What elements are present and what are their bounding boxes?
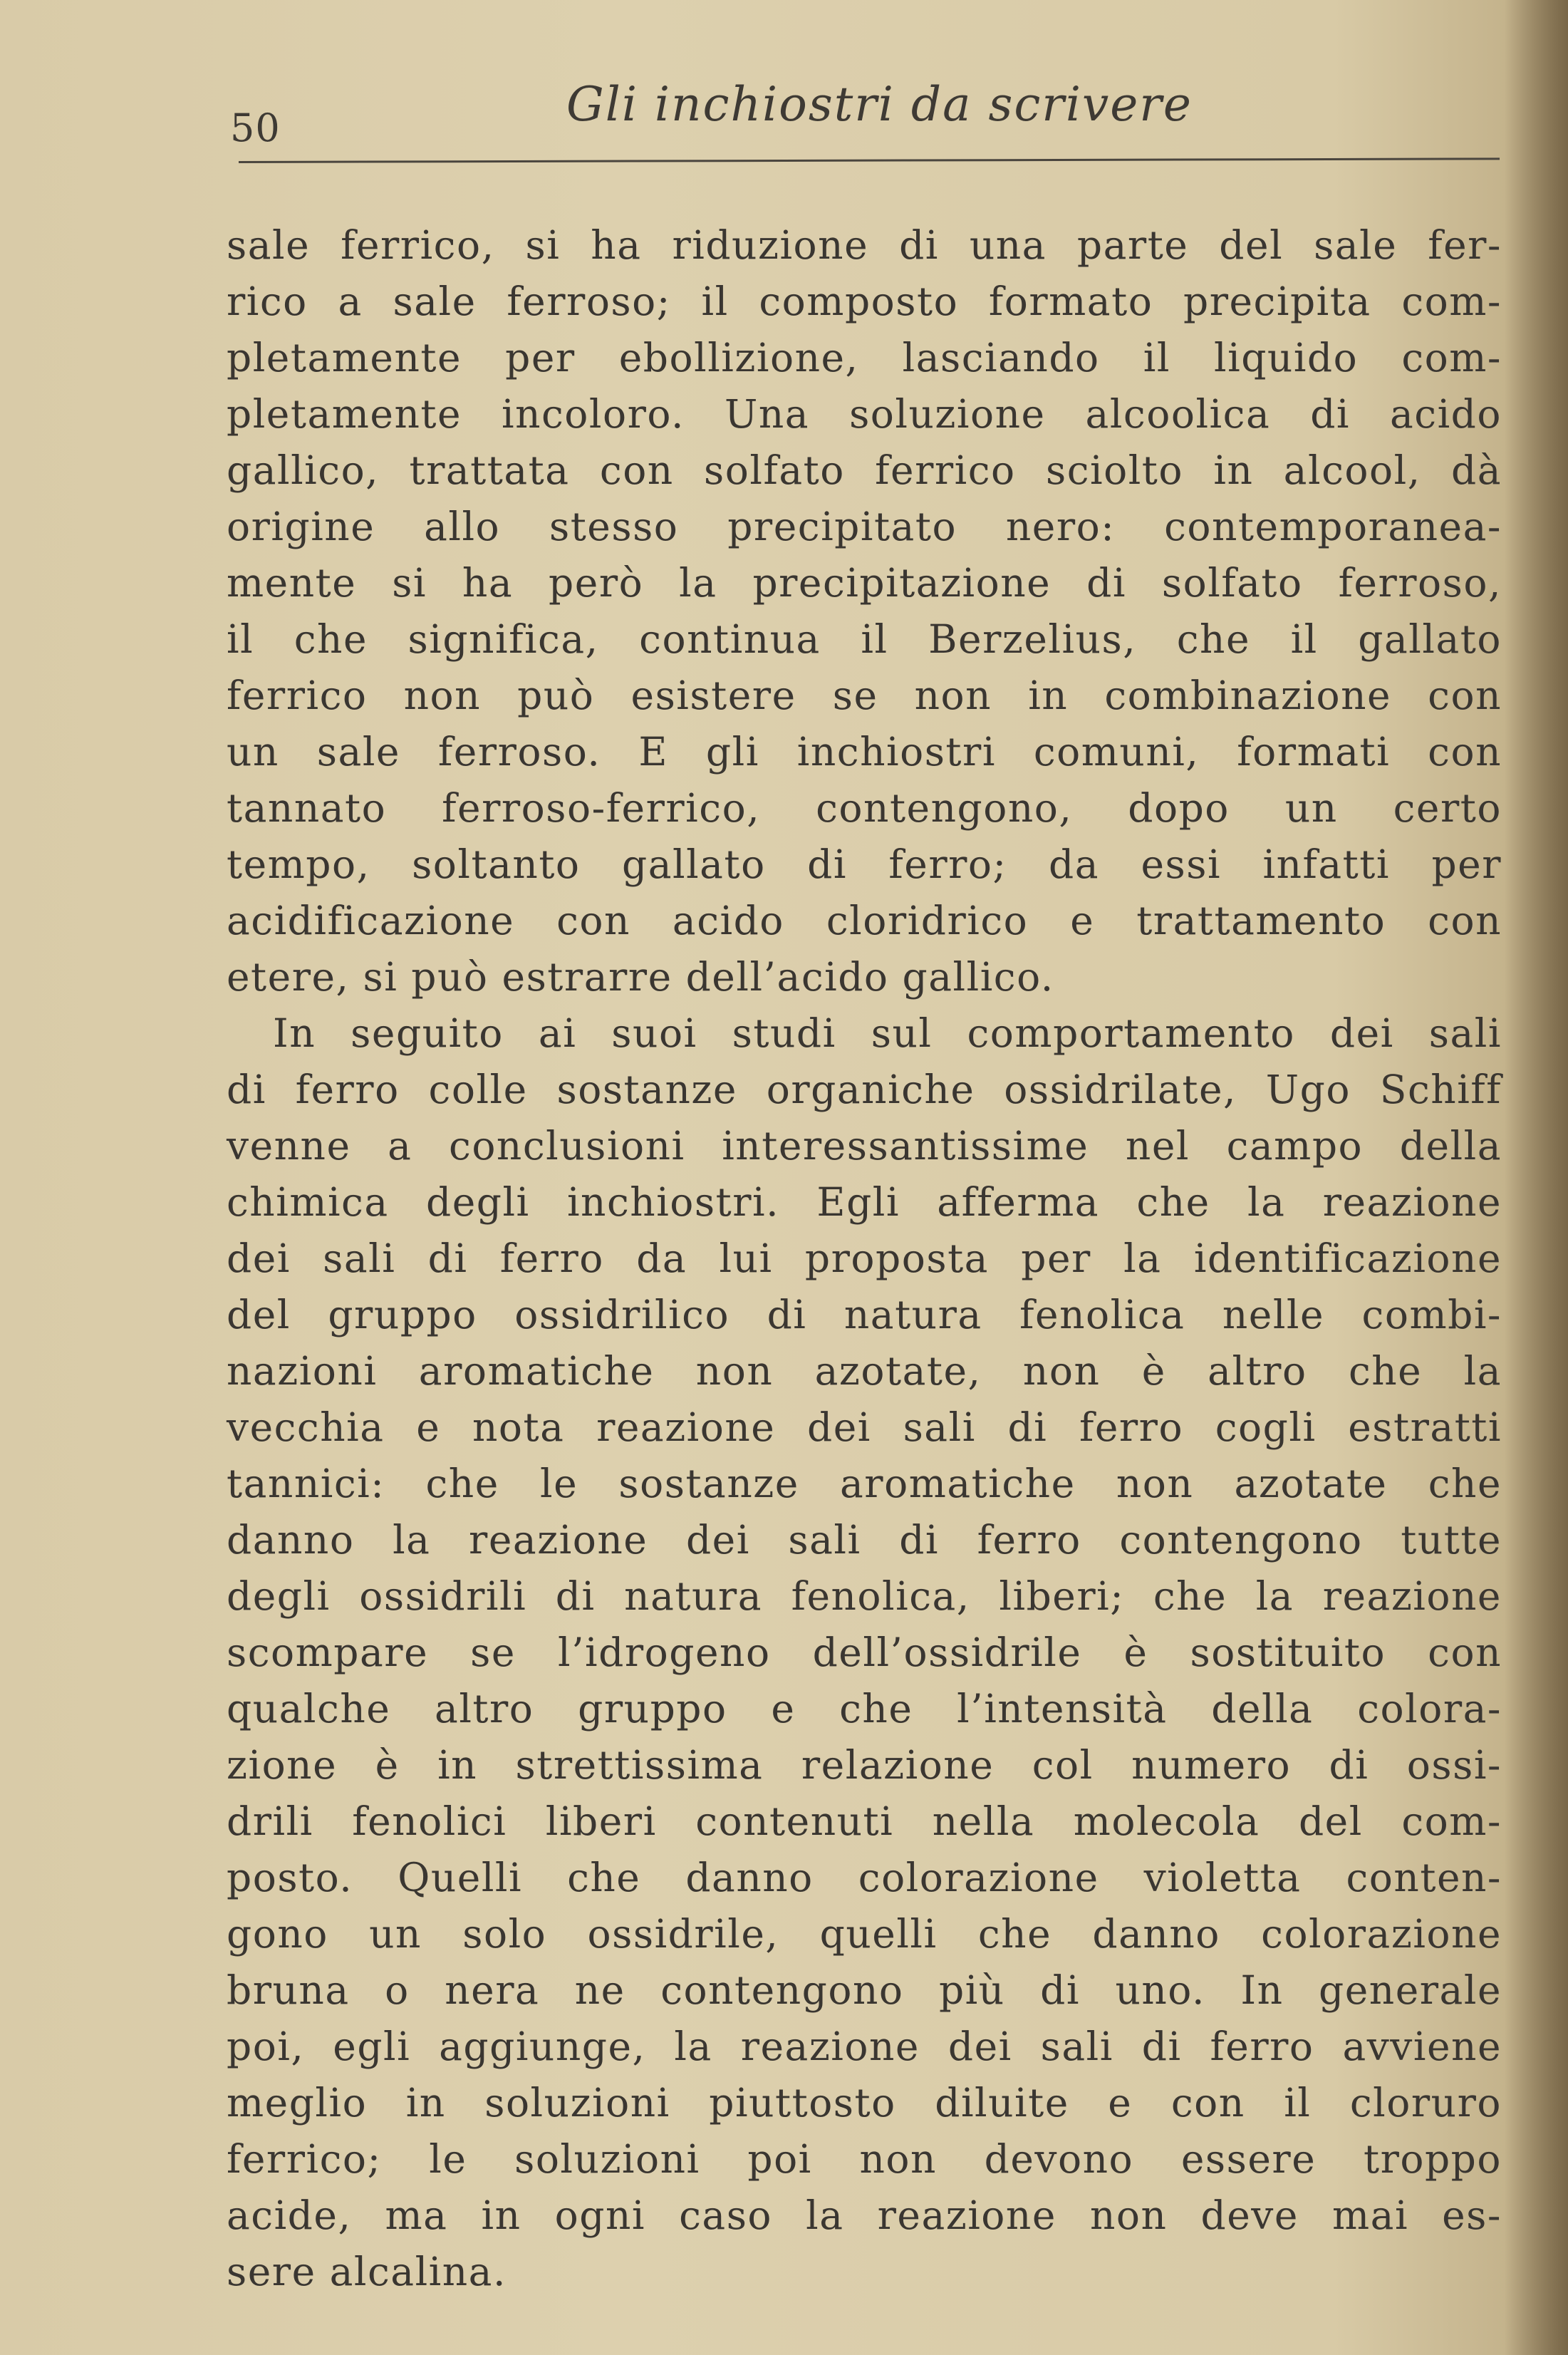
text-line: chimica degli inchiostri. Egli afferma che la reazione — [227, 1179, 1502, 1225]
text-line: drili fenolici liberi contenuti nella molecola del com- — [227, 1798, 1502, 1844]
text-line: danno la reazione dei sali di ferro contengono tutte — [227, 1517, 1502, 1563]
text-line: acidificazione con acido cloridrico e trattamento con — [227, 898, 1502, 943]
text-line: ferrico; le soluzioni poi non devono essere troppo — [227, 2136, 1502, 2182]
text-line: scompare se l’idrogeno dell’ossidrile è sostituito con — [227, 1630, 1502, 1675]
text-line: mente si ha però la precipitazione di solfato ferroso, — [227, 560, 1502, 606]
text-line: del gruppo ossidrilico di natura fenolica nelle combi- — [227, 1292, 1502, 1337]
text-line: zione è in strettissima relazione col numero di ossi- — [227, 1742, 1502, 1788]
text-line: gono un solo ossidrile, quelli che danno colorazione — [227, 1911, 1502, 1957]
text-line: venne a conclusioni interessantissime nel campo della — [227, 1123, 1502, 1169]
page-number: 50 — [230, 105, 281, 150]
text-line: posto. Quelli che danno colorazione violetta conten- — [227, 1855, 1502, 1900]
paragraph — [227, 1005, 1502, 2300]
text-line: tannici: che le sostanze aromatiche non azotate che — [227, 1461, 1502, 1506]
header-rule — [239, 157, 1500, 163]
text-line: ferrico non può esistere se non in combinazione con — [227, 673, 1502, 718]
text-line: degli ossidrili di natura fenolica, liberi; che la reazione — [227, 1573, 1502, 1619]
text-line: un sale ferroso. E gli inchiostri comuni, formati con — [227, 729, 1502, 775]
text-line: di ferro colle sostanze organiche ossidrilate, Ugo Schiff — [227, 1067, 1502, 1112]
text-line: dei sali di ferro da lui proposta per la identificazione — [227, 1236, 1502, 1281]
text-line: pletamente incoloro. Una soluzione alcoolica di acido — [227, 391, 1502, 437]
text-line: etere, si può estrarre dell’acido gallico. — [227, 954, 1054, 1000]
text-line: pletamente per ebollizione, lasciando il liquido com- — [227, 335, 1502, 381]
text-line: tempo, soltanto gallato di ferro; da essi infatti per — [227, 842, 1502, 887]
text-line: rico a sale ferroso; il composto formato precipita com- — [227, 279, 1502, 324]
text-line: meglio in soluzioni piuttosto diluite e con il cloruro — [227, 2080, 1502, 2126]
text-line: il che significa, continua il Berzelius, che il gallato — [227, 616, 1502, 662]
text-line: tannato ferroso-ferrico, contengono, dopo un certo — [227, 785, 1502, 831]
text-line: qualche altro gruppo e che l’intensità della colora- — [227, 1686, 1502, 1732]
text-line: sale ferrico, si ha riduzione di una parte del sale fer- — [227, 222, 1502, 268]
text-line: bruna o nera ne contengono più di uno. In generale — [227, 1967, 1502, 2013]
running-title: Gli inchiostri da scrivere — [566, 77, 1193, 132]
text-line: vecchia e nota reazione dei sali di ferro cogli estratti — [227, 1404, 1502, 1450]
text-line: poi, egli aggiunge, la reazione dei sali di ferro avviene — [227, 2024, 1502, 2069]
text-line: sere alcalina. — [227, 2249, 507, 2294]
text-line: gallico, trattata con solfato ferrico sciolto in alcool, dà — [227, 447, 1502, 493]
text-line: In seguito ai suoi studi sul comportamento dei sali — [273, 1010, 1502, 1056]
text-line: nazioni aromatiche non azotate, non è altro che la — [227, 1348, 1502, 1394]
paragraph — [227, 217, 1502, 1005]
text-line: origine allo stesso precipitato nero: contemporanea- — [227, 504, 1502, 549]
body-text — [227, 217, 1502, 2300]
text-line: acide, ma in ogni caso la reazione non deve mai es- — [227, 2193, 1502, 2238]
